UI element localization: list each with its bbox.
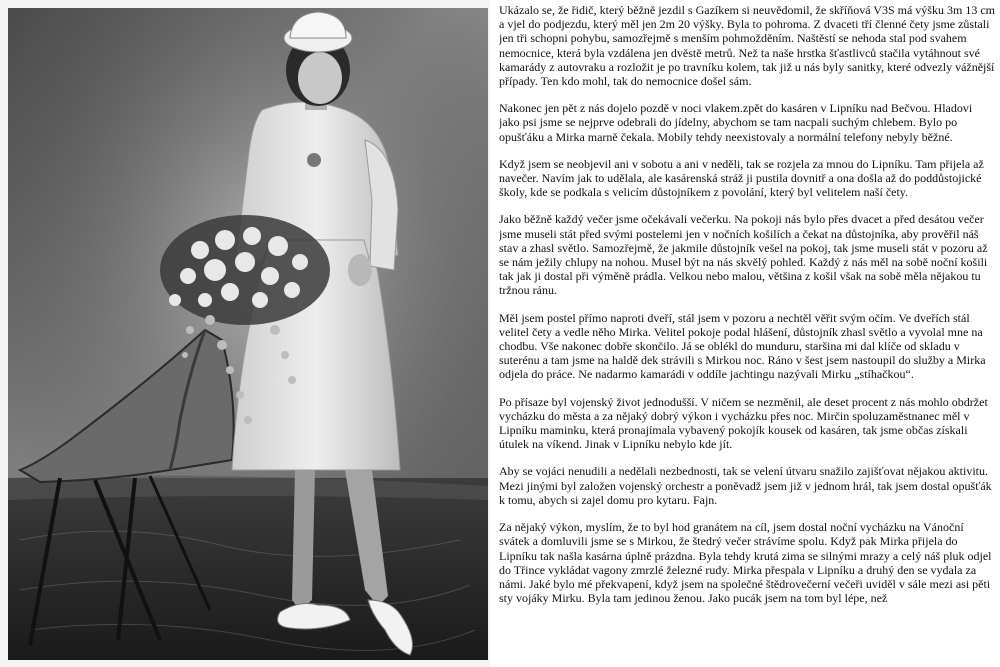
photo-illustration	[0, 0, 490, 667]
portrait-photo	[0, 0, 490, 667]
article-text	[499, 3, 995, 667]
rug	[8, 478, 488, 660]
paragraph: Když jsem se neobjevil ani v sobotu a ani v neděli, tak se rozjela za mnou do Lipníku. Tam přijela až navečer. Navím jak to udělala, ale kasárenská stráž ji pustila dovnitř a ona došla až do poddůstojické školy, kde se podkala s velicím důstojníkem z povolání, který byl velitelem naší čety.	[499, 156, 984, 200]
paragraph: Ukázalo se, že řidič, který běžně jezdil s Gazíkem si neuvědomil, že skříňová V3S má výšku 3m 13 cm a vjel do podjezdu, který měl jen 2m 20 výšky. Byla to pohroma. Z dvaceti tří členné čety jsme zůstali jen tři schopni pohybu, samozřejmě s menším pohmožděním. Naštěstí se nehoda stal pod svahem nemocnice, která byla vzdálena jen dvěstě metrů. Než ta naše hrstka šťastlivců stačila vytáhnout své kamarády z autovraku a rozložit je po travníku kolem, tak již u nás byly sanitky, které odvezly vážnější případy. Ten kdo mohl, tak do nemocnice došel sám.	[499, 3, 995, 89]
paragraph: Aby se vojáci nenudili a nedělali nezbednosti, tak se velení útvaru snažilo zajišťovat nějakou aktivitu. Mezi jinými byl založen vojenský orchestr a poněvadž jsem již v jednom hrál, tak jsem dostal opušťák k tomu, abych si zajel domu pro kytaru. Fajn.	[499, 464, 992, 507]
paragraph: Za nějaký výkon, myslím, že to byl hod granátem na cíl, jsem dostal noční vycházku na Vánoční svátek a domluvili jsme se s Mirkou, že štedrý večer strávíme spolu. Když pak Mirka přijela do Lipníku tak našla kasárna úplně prázdna. Byla tehdy krutá zima se silnými mrazy a celý náš pluk odjel do Třince vykládat vagony zmrzlé železné rudy. Mirka přespala v Lipníku a druhý den se vydala za námi. Jaké bylo mé překvapení, když jsem na společné štědrovečerní večeři uviděl v sále mezi asi pěti sty vojáky Mirku. Byla tam jedinou ženou. Jako pucák jsem na tom byl lépe, než	[499, 520, 992, 606]
paragraph: Měl jsem postel přímo naproti dveří, stál jsem v pozoru a nechtěl věřit svým očím. Ve dveřích stál velitel čety a vedle něho Mirka. Velitel pokoje podal hlášení, důstojník zhasl světlo a vyvolal mne na chodbu. Vše nakonec dobře skončilo. Já se oblékl do munduru, staršina mi dal klíče od skladu v suterénu a tam jsme na haldě dek strávili s Mirkou noc. Ráno v šest jsem nastoupil do služby a Mirka odjela do práce. Ne nadarmo kamarádi v oddíle jachtingu nazývali Mirku „stíhačkou“.	[499, 310, 986, 382]
paragraph: Jako běžně každý večer jsme očekávali večerku. Na pokoji nás bylo přes dvacet a před desátou večer jsme museli stát před svými postelemi jen v nočních košilích a čekat na důstojníka, aby prověřil náš stav a zhasl světlo. Samozřejmě, že jakmile důstojník vešel na pokoj, tak jsme museli stát v pozoru až se nám ježily chlupy na nohou. Musel být na nás skvělý pohled. Každý z nás měl na sobě noční košili tak jak ji dostal při výměně prádla. Velkou nebo malou, většina z košil však na sobě měla nějakou tu tržnou ránu.	[499, 212, 988, 298]
paragraph: Nakonec jen pět z nás dojelo pozdě v noci vlakem.zpět do kasáren v Lipníku nad Bečvou. Hladovi jako psi jsme se nejprve odebrali do jídelny, abychom se tam nacpali suchým chlebem. Bylo po opušťáku a Mirka marně čekala. Mobily tehdy neexistovaly a normální telefony nebyly běžné.	[499, 101, 973, 144]
paragraph: Po přísaze byl vojenský život jednodušší. V ničem se nezměnil, ale deset procent z nás mohlo obdržet vycházku do města a za nějaký dobrý výkon i vycházku přes noc. Mirčin spoluzaměstnanec měl v Lipníku maminku, která pronajímala vybavený pokojík kousek od kasáren, tak jsme občas získali útulek na víkend. Jinak v Lipníku nebylo kde jít.	[499, 394, 988, 452]
